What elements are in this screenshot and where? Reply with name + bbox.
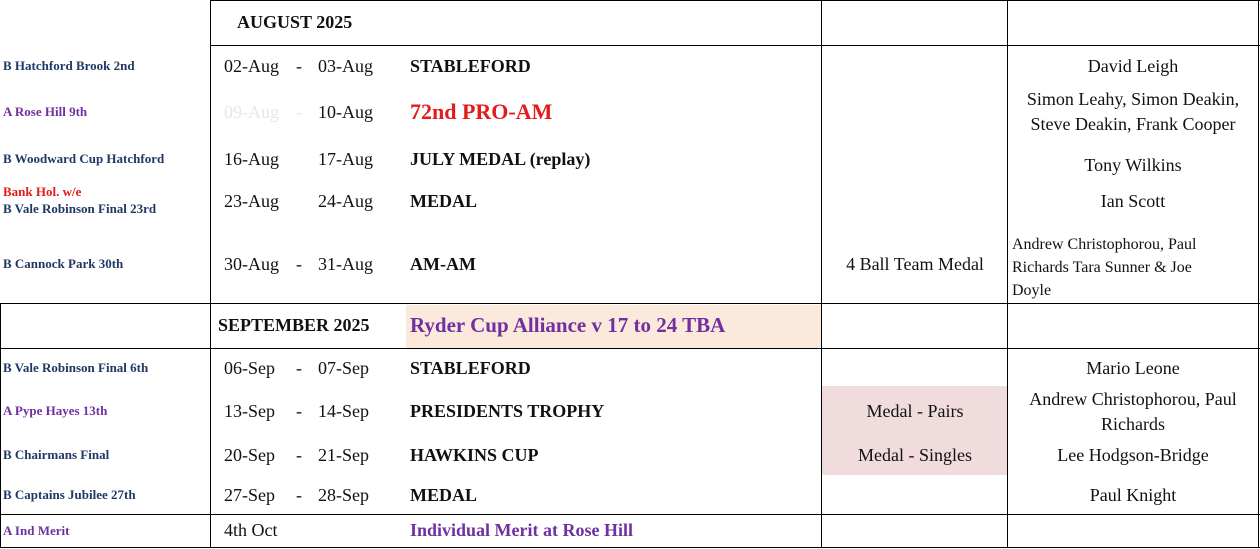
date-from: 30-Aug (224, 254, 279, 274)
date-single: 4th Oct (224, 520, 278, 540)
venue-label: A Rose Hill 9th (3, 104, 88, 119)
venue-label: B Cannock Park 30th (3, 256, 124, 271)
date-to: 10-Aug (318, 102, 373, 122)
date-to: 14-Sep (318, 401, 369, 421)
bank-holiday-label: Bank Hol. w/e (3, 184, 82, 199)
event-name: STABLEFORD (410, 56, 531, 76)
players-names: Doyle (1012, 282, 1052, 299)
format-note: Medal - Singles (858, 445, 972, 465)
date-dash: - (296, 401, 302, 421)
date-from: 09-Aug (224, 102, 279, 122)
date-from: 06-Sep (224, 358, 275, 378)
event-name: MEDAL (410, 191, 477, 211)
players-names: David Leigh (1087, 56, 1179, 76)
event-name: STABLEFORD (410, 358, 531, 378)
date-to: 28-Sep (318, 485, 369, 505)
players-names: Steve Deakin, Frank Cooper (1030, 114, 1236, 134)
date-dash: - (296, 358, 302, 378)
event-name: HAWKINS CUP (410, 445, 539, 465)
date-from: 02-Aug (224, 56, 279, 76)
players-names: Tony Wilkins (1084, 155, 1182, 175)
date-from: 27-Sep (224, 485, 275, 505)
date-to: 07-Sep (318, 358, 369, 378)
players-names: Andrew Christophorou, Paul (1029, 389, 1237, 409)
event-name: MEDAL (410, 485, 477, 505)
date-from: 20-Sep (224, 445, 275, 465)
venue-label: B Chairmans Final (3, 447, 110, 462)
date-from: 13-Sep (224, 401, 275, 421)
date-to: 31-Aug (318, 254, 373, 274)
event-name: PRESIDENTS TROPHY (410, 401, 605, 421)
players-names: Simon Leahy, Simon Deakin, (1026, 89, 1240, 109)
date-to: 17-Aug (318, 149, 373, 169)
players-names: Andrew Christophorou, Paul (1012, 236, 1197, 253)
ryder-cup-banner: Ryder Cup Alliance v 17 to 24 TBA (410, 313, 726, 337)
players-names: Richards (1101, 414, 1165, 434)
players-names: Paul Knight (1089, 485, 1177, 505)
date-from: 16-Aug (224, 149, 279, 169)
event-name: Individual Merit at Rose Hill (410, 520, 634, 540)
venue-label: B Captains Jubilee 27th (3, 487, 136, 502)
players-names: Ian Scott (1100, 191, 1166, 211)
date-to: 21-Sep (318, 445, 369, 465)
format-note: Medal - Pairs (866, 401, 964, 421)
event-name: JULY MEDAL (replay) (410, 149, 591, 169)
event-name-pro-am: 72nd PRO-AM (410, 99, 553, 124)
date-dash: - (296, 56, 302, 76)
players-names: Richards Tara Sunner & Joe (1012, 259, 1192, 276)
venue-label: B Vale Robinson Final 23rd (3, 201, 157, 216)
format-note: 4 Ball Team Medal (846, 254, 984, 274)
venue-label: B Woodward Cup Hatchford (3, 151, 165, 166)
month-header-august: AUGUST 2025 (237, 12, 353, 32)
players-names: Lee Hodgson-Bridge (1057, 445, 1209, 465)
date-to: 03-Aug (318, 56, 373, 76)
venue-label: B Hatchford Brook 2nd (3, 58, 135, 73)
date-dash: - (296, 485, 302, 505)
event-name: AM-AM (410, 254, 476, 274)
players-names: Mario Leone (1086, 358, 1180, 378)
date-dash: - (296, 254, 302, 274)
date-dash: - (296, 102, 302, 122)
venue-label: A Pype Hayes 13th (3, 403, 108, 418)
date-to: 24-Aug (318, 191, 373, 211)
venue-label: B Vale Robinson Final 6th (3, 360, 149, 375)
venue-label: A Ind Merit (3, 523, 70, 538)
month-header-september: SEPTEMBER 2025 (218, 315, 370, 335)
date-from: 23-Aug (224, 191, 279, 211)
date-dash: - (296, 445, 302, 465)
